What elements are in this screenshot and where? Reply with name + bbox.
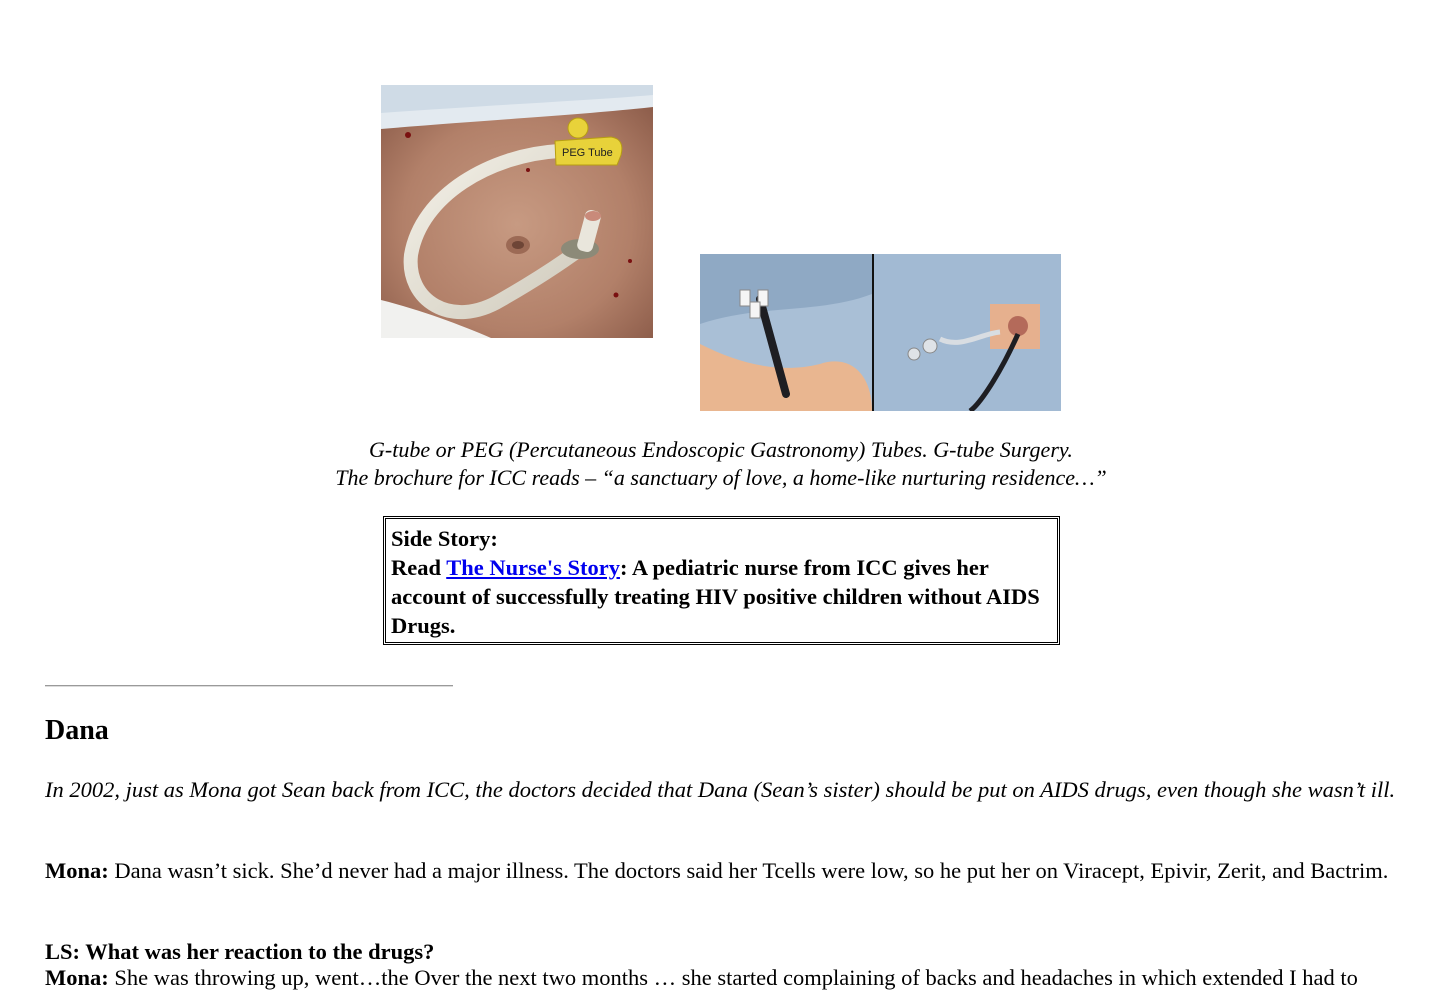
- nurses-story-link[interactable]: The Nurse's Story: [446, 555, 620, 580]
- mona-answer-1: [45, 856, 1398, 885]
- side-story-text: [391, 553, 1052, 640]
- side-story-prefix: Read: [391, 555, 447, 580]
- side-story-content: [391, 524, 1052, 640]
- side-story-box: [383, 516, 1060, 645]
- image-caption-line-1: G-tube or PEG (Percutaneous Endoscopic Gastronomy) Tubes. G-tube Surgery.: [369, 437, 1073, 462]
- answer-text: She was throwing up, went…the Over the next two months … she started complaining of backs and headaches in which extended I had to: [108, 965, 1358, 990]
- answer-text: Dana wasn’t sick. She’d never had a major illness. The doctors said her Tcells were low, so he put her on Viracept, Epivir, Zerit, and Bactrim.: [108, 858, 1389, 883]
- peg-tube-photo: [381, 85, 653, 338]
- section-heading: Dana: [45, 715, 109, 746]
- image-caption-line-2: The brochure for ICC reads – “a sanctuary of love, a home-like nurturing residence…”: [335, 465, 1107, 490]
- peg-tube-label: PEG Tube: [562, 147, 613, 159]
- ls-question: LS: What was her reaction to the drugs?: [45, 939, 435, 964]
- section-intro: In 2002, just as Mona got Sean back from ICC, the doctors decided that Dana (Sean’s sister) should be put on AIDS drugs, even though she wasn’t ill.: [45, 777, 1396, 802]
- speaker-label: Mona:: [45, 858, 109, 883]
- g-tube-surgery-photo: [700, 254, 1061, 411]
- section-divider: [45, 685, 453, 687]
- mona-answer-2: [45, 963, 1398, 992]
- peg-tube-illustration: [381, 85, 653, 338]
- side-story-suffix: : A pediatric nurse from ICC gives her account of successfully treating HIV positive children without AIDS Drugs.: [391, 555, 1040, 638]
- side-story-title: Side Story:: [391, 526, 498, 551]
- surgery-illustration: [700, 254, 1061, 411]
- speaker-label: Mona:: [45, 965, 109, 990]
